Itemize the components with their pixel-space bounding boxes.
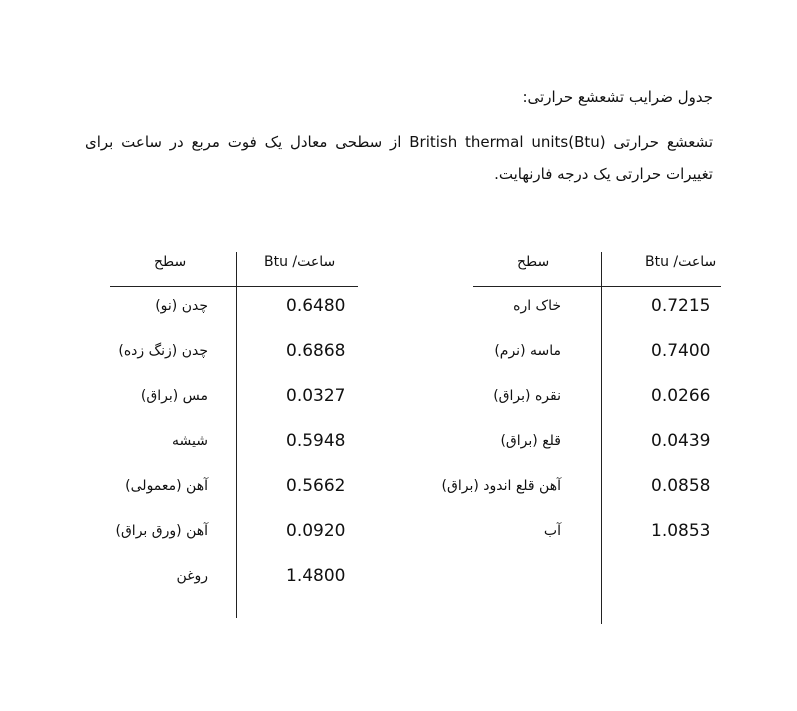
header-value: ساعت/ Btu (645, 254, 717, 270)
cell-surface: آهن (معمولی) (125, 478, 208, 494)
cell-surface: نقره (براق) (493, 388, 561, 404)
cell-value: 0.7215 (651, 296, 711, 316)
cell-surface: ماسه (نرم) (494, 343, 561, 359)
table-row (473, 386, 721, 410)
header-value: ساعت/ Btu (264, 254, 336, 270)
table-row (473, 341, 721, 365)
table-row (110, 296, 358, 320)
table-row (110, 341, 358, 365)
cell-surface: خاک اره (513, 298, 561, 314)
cell-value: 0.0858 (651, 476, 711, 496)
cell-value: 0.6868 (286, 341, 346, 361)
cell-surface: آهن (ورق براق) (115, 523, 208, 539)
cell-surface: آهن قلع اندود (براق) (441, 478, 561, 494)
table-row (473, 521, 721, 545)
cell-surface: چدن (زنگ زده) (118, 343, 208, 359)
table-row (110, 521, 358, 545)
document-intro-paragraph: تشعشع حرارتی (Btu)British thermal units از سطحی معادل یک فوت مربع در ساعت برای تغییرات حرارتی یک درجه فارنهایت. (85, 133, 714, 183)
cell-value: 0.6480 (286, 296, 346, 316)
cell-value: 1.4800 (286, 566, 346, 586)
cell-surface: روغن (176, 568, 208, 584)
cell-value: 0.0327 (286, 386, 346, 406)
cell-value: 1.0853 (651, 521, 711, 541)
cell-surface: قلع (براق) (500, 433, 561, 449)
table-row (473, 431, 721, 455)
table-header-divider (473, 286, 721, 287)
cell-surface: مس (براق) (140, 388, 208, 404)
table-row (110, 566, 358, 590)
table-row (441, 476, 721, 500)
cell-value: 0.0266 (651, 386, 711, 406)
table-row (473, 296, 721, 320)
cell-value: 0.7400 (651, 341, 711, 361)
header-surface: سطح (517, 254, 550, 270)
table-row (110, 431, 358, 455)
table-row (110, 476, 358, 500)
cell-value: 0.5948 (286, 431, 346, 451)
document-title: جدول ضرایب تشعشع حرارتی: (522, 88, 713, 106)
cell-value: 0.0439 (651, 431, 711, 451)
cell-value: 0.0920 (286, 521, 346, 541)
cell-surface: چدن (نو) (155, 298, 208, 314)
header-surface: سطح (154, 254, 187, 270)
cell-surface: آب (543, 523, 561, 539)
table-header-divider (110, 286, 358, 287)
table-row (110, 386, 358, 410)
cell-value: 0.5662 (286, 476, 346, 496)
cell-surface: شیشه (172, 433, 208, 449)
